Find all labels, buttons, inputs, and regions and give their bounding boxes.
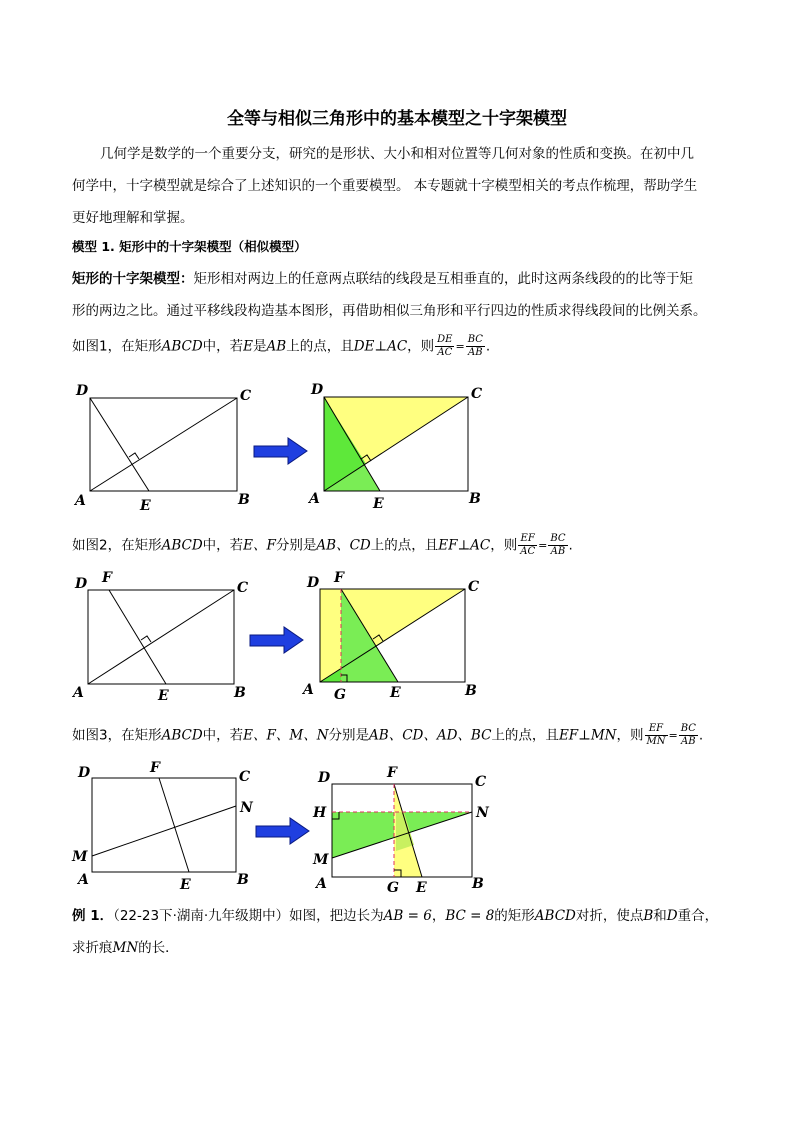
example-1-line-1 — [72, 910, 718, 924]
fig2-rect-name: ABCD — [161, 537, 203, 554]
label-a: A — [303, 682, 314, 698]
label-c: C — [468, 579, 480, 595]
label-e: E — [180, 877, 191, 893]
fig3-text: 分别是 — [328, 727, 370, 744]
period: . — [485, 338, 491, 355]
label-a: A — [75, 493, 86, 509]
label-f: F — [334, 570, 344, 586]
intro-line-3: 更好地理解和掌握。 — [72, 210, 194, 226]
fig3-perp: EF⊥MN — [558, 727, 617, 744]
fig1-side: AB — [266, 338, 287, 355]
fig2-points: E、F — [243, 537, 276, 554]
label-b: B — [469, 491, 481, 507]
label-e: E — [373, 496, 384, 512]
example-source: （22-23下·湖南·九年级期中） — [113, 908, 290, 924]
fig2-text: 如图2，在矩形 — [72, 537, 162, 554]
fig2-text: ，则 — [490, 537, 518, 554]
page-title: 全等与相似三角形中的基本模型之十字架模型 — [227, 109, 567, 129]
label-f: F — [102, 570, 112, 586]
model1-definition-text: 矩形相对两边上的任意两点联结的线段是互相垂直的，此时这两条线段的的比等于矩 — [193, 271, 693, 287]
equals-sign: = — [538, 539, 548, 552]
fig2-text: 中，若 — [202, 537, 244, 554]
label-m: M — [72, 849, 88, 865]
model1-definition-line-2: 形的两边之比。通过平移线段构造基本图形，再借助相似三角形和平行四边的性质求得线段间的比例关系。 — [72, 303, 707, 319]
example-text: 重合， — [677, 908, 719, 924]
fig2-text: 上的点，且 — [370, 537, 439, 554]
label-c: C — [240, 388, 252, 404]
label-c: C — [471, 386, 483, 402]
example-text: 和 — [653, 908, 667, 924]
label-g: G — [387, 880, 399, 896]
label-e: E — [416, 880, 427, 896]
fig1-text: 是 — [253, 338, 267, 355]
intro-line-2: 何学中，十字模型就是综合了上述知识的一个重要模型。 本专题就十字模型相关的考点作梳理，帮助学生 — [72, 178, 698, 194]
label-c: C — [237, 580, 249, 596]
label-a: A — [316, 876, 327, 892]
fig3-points: E、F、M、N — [243, 727, 329, 744]
label-f: F — [150, 760, 160, 776]
label-n: N — [476, 805, 489, 821]
model1-heading: 模型 1. 矩形中的十字架模型（相似模型） — [72, 239, 307, 254]
fig1-fraction-right: $\frac{BC}{AB}$ — [467, 334, 483, 358]
label-a: A — [309, 491, 320, 507]
fig1-fraction-left: $\frac{DE}{AC}$ — [437, 334, 453, 358]
fig1-text: 上的点，且 — [286, 338, 354, 355]
fig3-text: 中，若 — [202, 727, 244, 744]
label-d: D — [311, 382, 324, 398]
example-point-d: D — [666, 908, 678, 924]
fig2-fraction-right: $\frac{BC}{AB}$ — [550, 533, 566, 557]
fig1-perp: DE⊥AC — [353, 338, 408, 355]
label-e: E — [390, 685, 401, 701]
fig3-text: 如图3，在矩形 — [72, 727, 162, 744]
fig2-fraction-left: $\frac{EF}{AC}$ — [520, 533, 536, 557]
fig3-fraction-right: $\frac{BC}{AB}$ — [680, 723, 696, 747]
intro-line-1: 几何学是数学的一个重要分支，研究的是形状、大小和相对位置等几何对象的性质和变换。在初中几 — [100, 146, 694, 162]
example-1-line-2 — [72, 942, 179, 956]
label-d: D — [318, 770, 331, 786]
fig3-text: ，则 — [616, 727, 644, 744]
equals-sign: = — [668, 729, 678, 742]
label-d: D — [78, 765, 91, 781]
fig2-sides: AB、CD — [316, 537, 371, 554]
equals-sign: = — [455, 340, 465, 353]
example-rect-name: ABCD — [534, 908, 576, 924]
label-b: B — [234, 685, 246, 701]
label-n: N — [240, 800, 253, 816]
label-b: B — [472, 876, 484, 892]
fig1-text: 如图1，在矩形 — [72, 338, 162, 355]
fig1-rect-name: ABCD — [161, 338, 203, 355]
fig1-text: ，则 — [407, 338, 435, 355]
label-d: D — [75, 576, 88, 592]
label-c: C — [239, 769, 251, 785]
model1-definition-term: 矩形的十字架模型： — [72, 271, 194, 287]
period: . — [568, 537, 573, 554]
label-b: B — [237, 872, 249, 888]
example-text: 的矩形 — [494, 908, 535, 924]
example-point-b: B — [643, 908, 654, 924]
label-f: F — [387, 765, 397, 781]
label-m: M — [313, 852, 329, 868]
example-ab: AB = 6 — [383, 908, 432, 924]
example-crease: MN — [112, 940, 139, 956]
label-h: H — [313, 805, 327, 821]
label-b: B — [465, 683, 477, 699]
example-label: 例 1． — [72, 908, 114, 924]
fig3-sides: AB、CD、AD、BC — [369, 727, 492, 744]
example-bc: BC = 8 — [445, 908, 495, 924]
fig2-text: 分别是 — [275, 537, 317, 554]
label-c: C — [475, 774, 487, 790]
example-text: 求折痕 — [72, 940, 113, 956]
period: . — [698, 727, 704, 744]
example-text: 如图，把边长为 — [289, 908, 384, 924]
example-text: 的长． — [138, 940, 179, 956]
label-e: E — [140, 498, 151, 514]
label-a: A — [73, 685, 84, 701]
example-text: 对折，使点 — [575, 908, 644, 924]
label-a: A — [78, 872, 89, 888]
fig2-perp: EF⊥AC — [438, 537, 491, 554]
label-d: D — [307, 575, 320, 591]
label-g: G — [334, 687, 346, 703]
fig1-point: E — [243, 338, 254, 355]
fig1-text: 中，若 — [202, 338, 244, 355]
label-b: B — [238, 492, 250, 508]
label-e: E — [158, 688, 169, 704]
fig3-fraction-left: $\frac{EF}{MN}$ — [646, 723, 666, 747]
label-d: D — [76, 383, 89, 399]
example-text: ， — [431, 908, 446, 924]
fig3-rect-name: ABCD — [161, 727, 203, 744]
fig3-text: 上的点，且 — [491, 727, 559, 744]
